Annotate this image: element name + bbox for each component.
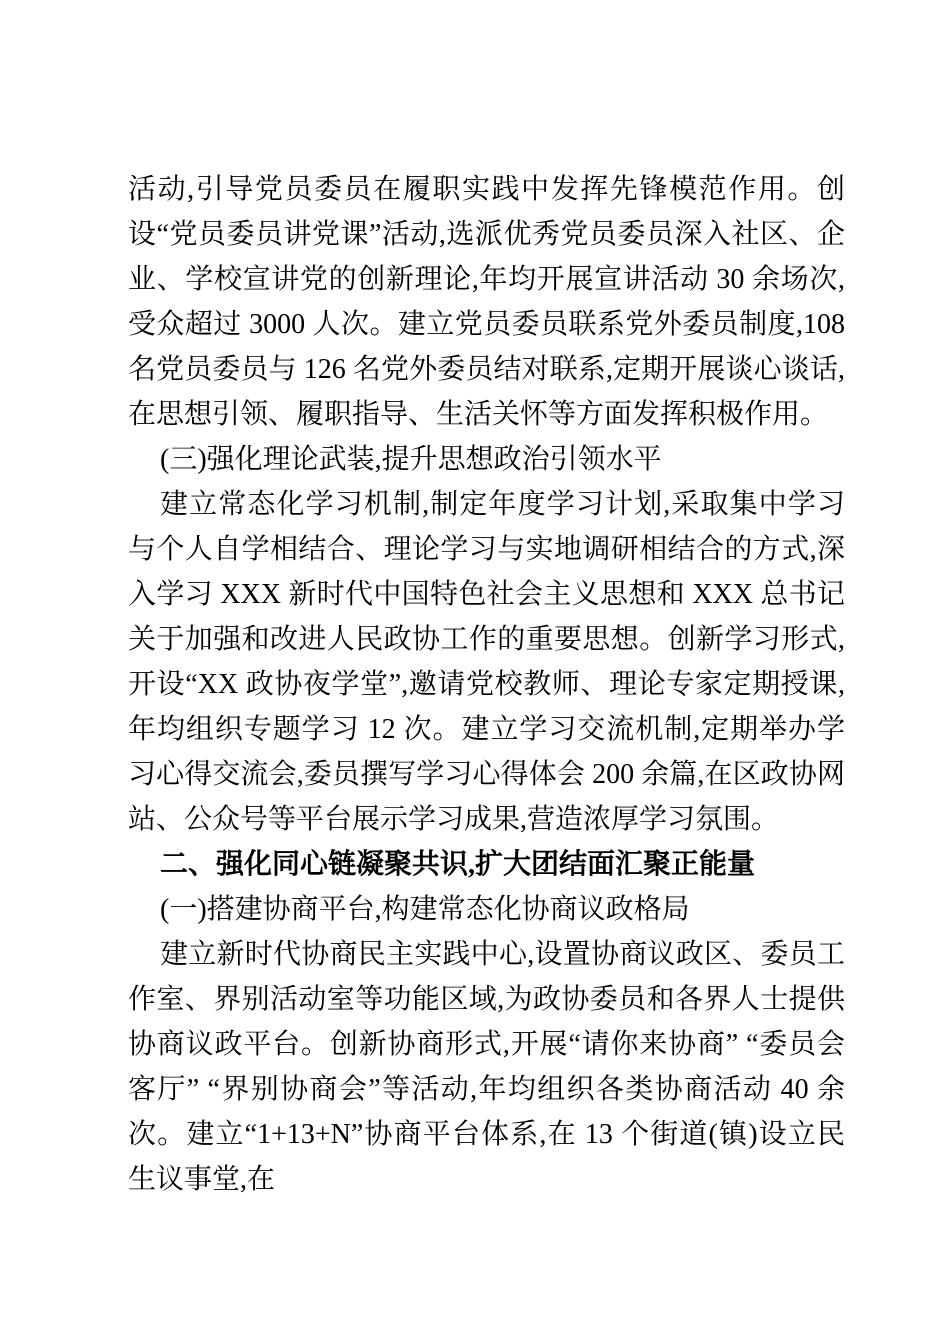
subsection-heading-1: (一)搭建协商平台,构建常态化协商议政格局	[160, 894, 690, 925]
chapter-heading-2: 二、强化同心链凝聚共识,扩大团结面汇聚正能量	[160, 849, 756, 880]
paragraph-continuation: 活动,引导党员委员在履职实践中发挥先锋模范作用。创设“党员委员讲党课”活动,选派优秀党员委员深入社区、企业、学校宣讲党的创新理论,年均开展宣讲活动 30 余场次,受众超过 3000 人次。建立党员委员联系党外委员制度,108 名党员委员与 126 名党外委员结对联系,定期开展谈心谈话,在思想引领、履职指导、生活关怀等方面发挥积极作用。	[128, 174, 845, 430]
paragraph-consultation-platform: 建立新时代协商民主实践中心,设置协商议政区、委员工作室、界别活动室等功能区域,为政协委员和各界人士提供协商议政平台。创新协商形式,开展“请你来协商” “委员会客厅” “界别协商会”等活动,年均组织各类协商活动 40 余次。建立“1+13+N”协商平台体系,在 13 个街道(镇)设立民生议事堂,在	[128, 939, 845, 1195]
subsection-heading-3: (三)强化理论武装,提升思想政治引领水平	[160, 444, 662, 475]
paragraph-theory-study: 建立常态化学习机制,制定年度学习计划,采取集中学习与个人自学相结合、理论学习与实地调研相结合的方式,深入学习 XXX 新时代中国特色社会主义思想和 XXX 总书记关于加强和改进人民政协工作的重要思想。创新学习形式,开设“XX 政协夜学堂”,邀请党校教师、理论专家定期授课,年均组织专题学习 12 次。建立学习交流机制,定期举办学习心得交流会,委员撰写学习心得体会 200 余篇,在区政协网站、公众号等平台展示学习成果,营造浓厚学习氛围。	[128, 489, 845, 835]
